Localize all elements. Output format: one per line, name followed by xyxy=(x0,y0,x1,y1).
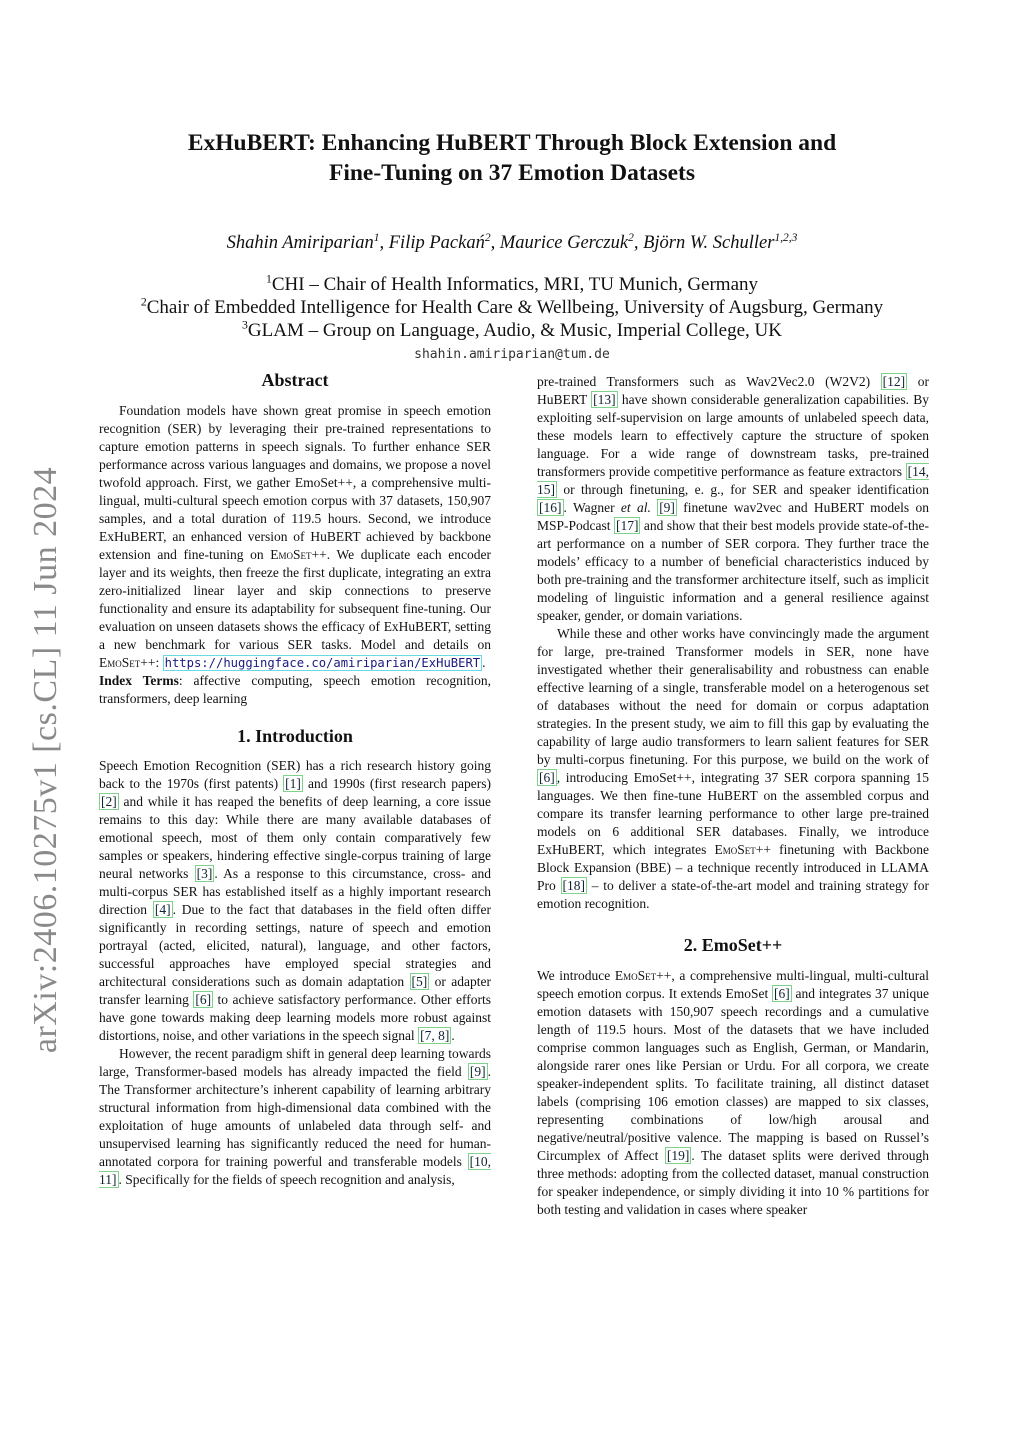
affiliation-1-marker: 1 xyxy=(265,272,272,286)
abstract-text: . We duplicate each encoder layer and its weights, then freeze the first duplicate, integrating an extra zero-initialized linear layer and skip connections to preserve functionality and ensure its adaptability for subsequent fine-tuning. Our evaluation on unseen datasets shows the efficacy of ExHuBERT, setting a new benchmark for various SER tasks. Model and details on xyxy=(99,547,491,652)
abstract-text: . xyxy=(482,655,486,670)
body-text: . Due to the fact that databases in the field often differ significantly in recording settings, nature of speech and emotion portrayal (acted, elicited, natural), language, and other factors, successful approaches have employed special strategies and architectural considerations such as domain adaptation xyxy=(99,902,492,989)
emoset-paragraph xyxy=(537,967,929,1219)
body-text: or HuBERT xyxy=(537,374,929,407)
abstract-body xyxy=(99,402,491,672)
author-1-affil: 1 xyxy=(373,231,380,244)
body-text: to achieve satisfactory performance. Other efforts have gone towards making deep learning models more robust against distortions, noise, and other variations in the speech signal xyxy=(99,992,491,1043)
citation-link[interactable]: [6] xyxy=(195,992,212,1007)
body-text: . The Transformer architecture’s inherent capability of learning arbitrary structural information from high-dimensional data combined with the exploitation of huge amounts of unlabeled data through self- and unsupervised learning has significantly reduced the need for human-annotated corpora for training powerful and transferable models xyxy=(99,1064,491,1169)
body-text: have shown considerable generalization capabilities. By exploiting self-supervision on large amounts of unlabeled speech data, these models learn to effectively capture the structure of spoken language. For a wide range of downstream tasks, pre-trained transformers provide competitive performance as feature extractors xyxy=(537,392,929,479)
citation-link[interactable]: [12] xyxy=(882,374,906,389)
affiliations xyxy=(90,273,934,342)
citation-link[interactable]: [3] xyxy=(196,866,213,881)
emoset-smallcaps: EmoSet++ xyxy=(714,842,772,857)
index-terms xyxy=(99,672,491,708)
intro-paragraph-2-continued xyxy=(537,373,929,625)
citation-link[interactable]: [13] xyxy=(593,392,616,407)
body-text: We introduce xyxy=(537,968,615,983)
citation-link[interactable]: [1] xyxy=(285,776,301,791)
citation-link[interactable]: [6] xyxy=(774,986,790,1001)
emoset-heading: 2. EmoSet++ xyxy=(683,935,783,955)
body-text: . xyxy=(451,1028,455,1043)
citation-link[interactable]: [9] xyxy=(659,500,675,515)
citation-link[interactable]: [10, 11] xyxy=(99,1154,491,1187)
abstract-text: : xyxy=(155,655,160,670)
body-text: and 1990s (first research papers) xyxy=(302,776,491,791)
affiliation-1-text: CHI – Chair of Health Informatics, MRI, TU Munich, Germany xyxy=(271,274,759,295)
author-1: Shahin Amiriparian xyxy=(226,233,374,253)
citation-link[interactable]: [4] xyxy=(154,902,171,917)
huggingface-link[interactable]: https://huggingface.co/amiriparian/ExHuBERT xyxy=(164,656,481,670)
index-terms-label: Index Terms xyxy=(99,673,179,688)
body-text: . The dataset splits were derived through three methods: adopting from the collected dataset, manual construction for speaker independence, or simply dividing it into 10 % partitions for both testing and validation in cases where speaker xyxy=(537,1148,929,1217)
body-text: , introducing EmoSet++, integrating 37 SER corpora spanning 15 languages. We then fine-tune HuBERT on the assembled corpus and compare its transfer learning performance to other large pre-trained models on 6 additional SER databases. Finally, we introduce ExHuBERT, which integrates xyxy=(537,770,929,857)
title-line-1: ExHuBERT: Enhancing HuBERT Through Block Extension and xyxy=(187,130,837,156)
author-4-affil: 1,2,3 xyxy=(774,231,798,244)
index-terms-text: : affective computing, speech emotion recognition, transformers, deep learning xyxy=(99,673,491,706)
body-text: . As a response to this circumstance, cross- and multi-corpus SER has established itself as a highly important research direction xyxy=(99,866,491,917)
body-text: and integrates 37 unique emotion datasets with 150,907 speech recordings and a cumulative length of 119.5 hours. Most of the datasets that we have included comprise common languages such as English, German, or Mandarin, alongside rarer ones like Persian or Urdu. For all corpora, we create speaker-independent splits. To facilitate training, all distinct dataset labels (comprising 106 emotion classes) are mapped to six classes, representing combinations of low/high arousal and negative/neutral/positive valence. The mapping is based on Russel’s Circumplex of Affect xyxy=(537,986,929,1163)
author-2: , Filip Packań xyxy=(379,233,485,253)
body-text: finetune wav2vec and HuBERT models on MSP-Podcast xyxy=(537,500,929,533)
affiliation-3 xyxy=(90,319,934,342)
citation-link[interactable]: [2] xyxy=(101,794,117,809)
introduction-heading: 1. Introduction xyxy=(237,726,353,746)
affiliation-2 xyxy=(90,296,934,319)
citation-link[interactable]: [14, 15] xyxy=(537,464,929,497)
paper-title xyxy=(120,128,904,188)
body-text: . Specifically for the fields of speech recognition and analysis, xyxy=(118,1172,455,1187)
intro-paragraph-3 xyxy=(537,625,929,913)
intro-paragraph-2 xyxy=(99,1045,491,1189)
abstract-heading: Abstract xyxy=(261,370,329,390)
author-list xyxy=(100,233,924,254)
title-line-2: Fine-Tuning on 37 Emotion Datasets xyxy=(328,160,696,186)
body-text: and show that their best models provide state-of-the-art performance on a number of SER corpora. They further trace the models’ efficacy to a number of beneficial characteristics induced by both pre-training and the transformer architecture itself, such as implicit modeling of linguistic information and a general resilience against speaker, gender, or domain variations. xyxy=(537,518,929,623)
body-text: pre-trained Transformers such as Wav2Vec2.0 (W2V2) xyxy=(537,374,881,389)
author-2-affil: 2 xyxy=(484,231,491,244)
emoset-smallcaps: EmoSet++ xyxy=(99,655,156,670)
body-text: or through finetuning, e. g., for SER and speaker identification xyxy=(557,482,929,497)
body-text: Speech Emotion Recognition (SER) has a rich research history going back to the 1970s (first patents) xyxy=(99,758,491,791)
affiliation-2-marker: 2 xyxy=(140,295,147,309)
intro-paragraph-1 xyxy=(99,757,491,1045)
citation-link[interactable]: [16] xyxy=(539,500,562,515)
body-text: . Wagner xyxy=(563,500,621,515)
arxiv-id-text: arXiv:2406.10275v1 [cs.CL] 11 Jun 2024 xyxy=(27,466,64,1054)
citation-link[interactable]: [7, 8] xyxy=(420,1028,450,1043)
et-al-text: et al. xyxy=(620,500,651,515)
citation-link[interactable]: [6] xyxy=(539,770,555,785)
affiliation-3-marker: 3 xyxy=(242,318,248,332)
citation-link[interactable]: [18] xyxy=(562,878,585,893)
contact-email[interactable]: shahin.amiriparian@tum.de xyxy=(414,347,610,362)
abstract-text: Foundation models have shown great promise in speech emotion recognition (SER) by leveraging their pre-trained representations to capture emotion patterns in speech signals. To further enhance SER performance across various languages and domains, we propose a novel twofold approach. First, we gather EmoSet++, a comprehensive multi-lingual, multi-cultural speech emotion corpus with 37 datasets, 150,907 samples, and a total duration of 119.5 hours. Second, we introduce ExHuBERT, an enhanced version of HuBERT achieved by backbone extension and fine-tuning on xyxy=(99,403,491,562)
citation-link[interactable]: [5] xyxy=(411,974,428,989)
author-3: , Maurice Gerczuk xyxy=(490,233,629,253)
left-column xyxy=(99,368,491,1189)
affiliation-3-text: GLAM – Group on Language, Audio, & Music, Imperial College, UK xyxy=(247,320,782,341)
body-text: finetuning with Backbone Block Expansion (BBE) – a technique recently introduced in LLAMA Pro xyxy=(537,842,929,893)
body-text: or adapter transfer learning xyxy=(99,974,491,1007)
citation-link[interactable]: [19] xyxy=(666,1148,690,1163)
author-4: , Björn W. Schuller xyxy=(633,233,775,253)
right-column xyxy=(537,373,929,1219)
body-text: While these and other works have convincingly made the argument for large, pre-trained Transformer models in SER, none have investigated whether their generalisability and robustness can enable effective learning of a single, transferable model on a heterogenous set of databases without the need for domain or corpus adaptation strategies. In the present study, we aim to fill this gap by evaluating the capability of large audio transformers to learn salient features for SER by multi-corpus finetuning. For this purpose, we build on the work of xyxy=(537,626,929,767)
body-text: However, the recent paradigm shift in general deep learning towards large, Transformer-based models has already impacted the field xyxy=(99,1046,491,1079)
citation-link[interactable]: [9] xyxy=(469,1064,486,1079)
emoset-smallcaps: EmoSet++ xyxy=(614,968,672,983)
body-text: and while it has reaped the benefits of deep learning, a core issue remains to this day: While there are many available databases of emotional speech, most of them only contain comparatively few samples or speakers, hindering effective single-corpus training of large neural networks xyxy=(99,794,491,881)
author-3-affil: 2 xyxy=(628,231,634,244)
arxiv-sidebar-identifier xyxy=(26,460,66,1060)
citation-link[interactable]: [17] xyxy=(615,518,639,533)
affiliation-2-text: Chair of Embedded Intelligence for Health Care & Wellbeing, University of Augsburg, Germany xyxy=(146,297,884,318)
emoset-smallcaps: EmoSet++ xyxy=(270,547,327,562)
body-text: , a comprehensive multi-lingual, multi-cultural speech emotion corpus. It extends EmoSet xyxy=(537,968,930,1001)
body-text: – to deliver a state-of-the-art model and training strategy for emotion recognition. xyxy=(537,878,929,911)
affiliation-1 xyxy=(90,273,934,296)
